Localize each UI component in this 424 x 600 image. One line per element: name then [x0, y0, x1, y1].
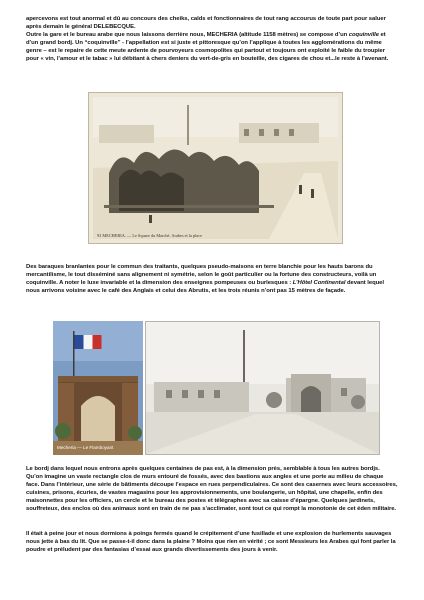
text-run: et d’un grand bordj. Un “coquinville” - l’appellation est si juste et pittoresque qu’on l’applique à toutes les agglomérations du même genre – est le repaire de cette meute ardente de pourvoyeurs cosmopolites qui partout et toujours ont exploité le faible du troupier pour « vin, l’amour et le tabac » lui débitant à chers deniers du vert-de-gris en bouteille, des cigares de chou et...le reste à l’avenant.: [26, 32, 389, 63]
italic-term: L’Hôtel Continental: [292, 280, 346, 287]
paragraph-bordj: Le bordj dans lequel nous entrons après quelques centaines de pas est, à la dimension près, semblable à tous les autres bordjs. Qu’on imagine un vaste rectangle clos de murs entouré de fossés, avec des bastions aux angles et une porte au milieu de chaque face. Dans l’intérieur, une série de bâtiments découpe l’espace en rues perpendiculaires. Ce sont des casernes avec leurs accessoires, cuisines, prisons, écuries, de vastes magasins pour les approvisionnements, une boulangerie, un hôpital, une chapelle, enfin des maisonnettes pour les officiers, un cercle et le bureau des postes et télégraphes avec sa caisse d’épargne. Quelques jardinets, souffreteux, des enclos où des animaux sont en train de ne pas s’acclimater, sont tout ce qui rompt la monotonie de cet éden militaire.: [26, 466, 398, 513]
text-run: Outre la gare et le bureau arabe que nous laissons derrière nous, MECHERIA (altitude 1158 mètres) se compose d’un: [26, 32, 349, 39]
photo-caption: 93 MECHERIA. — Le Square du Marché. Arabes et la place: [97, 233, 203, 238]
text-run: apercevons est tout anormal et dû au concours des cheiks, caïds et fonctionnaires de tout rang accourus de toute part pour saluer après demain le général DELEBECQUE.: [26, 16, 386, 31]
text-run: devant lequel nous arrivons voisine avec le café des Anglais et celui des Abrutis, et les trois réunis n’ont pas 15 mètres de façade.: [26, 280, 384, 295]
paragraph-fusillade: Il était à peine jour et nous dormions à poings fermés quand le crépitement d’une fusillade et une explosion de hurlements sauvages nous jette à bas du lit. Que se passe-t-il donc dans la plaine ? Moins que rien en vérité ; ce sont Messieurs les Arabes qui font parler la poudre et préludent par des fantasias d’essai aux grands divertissements des jours à venir.: [26, 531, 396, 554]
mecheria-square-photo: [88, 92, 343, 244]
text-run: Des baraques branlantes pour le commun des traitants, quelques pseudo-maisons en terre blanchie pour les hauts barons du mercantilisme, le tout disséminé sans alignement ni symétrie, selon le goût particulier ou la fortune des constructeurs, voilà un coquinville. A noter le luxe invariable et la dimension des enseignes pompeuses ou burlesques :: [26, 264, 377, 287]
bordj-gate-color-photo: [53, 321, 143, 455]
paragraph-baraques: [26, 263, 398, 295]
bordj-bw-photo: [145, 321, 380, 455]
mecheria-square-illustration: [89, 93, 342, 243]
bordj-illustration: [146, 322, 379, 454]
gate-flag-illustration: [53, 321, 143, 455]
photo-label: Mecheria — Le Flamboyant: [57, 445, 114, 450]
italic-term: coquinville: [348, 32, 379, 39]
paragraph-coquinville: [26, 15, 398, 64]
